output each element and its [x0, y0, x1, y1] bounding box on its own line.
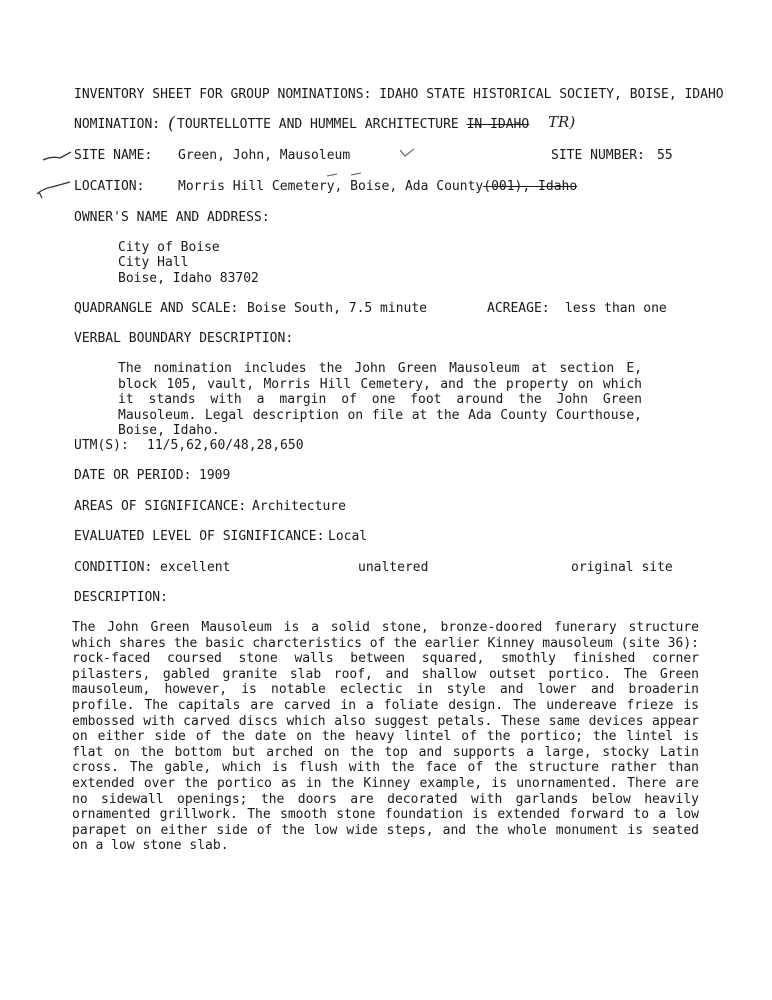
checkmark-icon: [40, 146, 74, 166]
pen-tick-icon: [398, 146, 420, 160]
owner-line-1: City of Boise: [118, 240, 220, 255]
nomination-handwritten: TR): [548, 113, 576, 131]
date-value: 1909: [199, 468, 231, 483]
condition-2: unaltered: [358, 560, 429, 575]
condition-1: excellent: [160, 560, 231, 575]
owner-line-3: Boise, Idaho 83702: [118, 271, 259, 286]
location-label: LOCATION:: [74, 179, 145, 194]
nomination-struck: IN IDAHO: [466, 117, 530, 132]
areas-value: Architecture: [252, 499, 346, 514]
condition-3: original site: [571, 560, 673, 575]
quadrangle-value: Boise South, 7.5 minute: [247, 301, 428, 316]
checkmark-icon: [34, 176, 74, 200]
owner-line-2: City Hall: [118, 255, 189, 270]
pen-mark-icon: [325, 170, 365, 180]
nomination-value: TOURTELLOTTE AND HUMMEL ARCHITECTURE IN IDAHO: [177, 117, 530, 132]
site-number-label: SITE NUMBER:: [551, 148, 645, 163]
location-value: Morris Hill Cemetery, Boise, Ada County(001), Idaho: [178, 179, 578, 194]
boundary-label: VERBAL BOUNDARY DESCRIPTION:: [74, 331, 294, 346]
site-name-label: SITE NAME:: [74, 148, 153, 163]
boundary-text: The nomination includes the John Green Mausoleum at section E, block 105, vault, Morris Hill Cemetery, and the property on which it stands with a margin of one foot around the John Green Mausoleum. Legal description on file at the Ada County Courthouse, Boise, Idaho.: [118, 361, 642, 439]
inventory-header: INVENTORY SHEET FOR GROUP NOMINATIONS: IDAHO STATE HISTORICAL SOCIETY, BOISE, IDAHO: [74, 87, 724, 102]
location-struck: (001), Idaho: [483, 179, 578, 194]
description-label: DESCRIPTION:: [74, 590, 168, 605]
owner-label: OWNER'S NAME AND ADDRESS:: [74, 210, 270, 225]
nomination-label: NOMINATION:: [74, 117, 161, 132]
level-value: Local: [328, 529, 368, 544]
condition-label: CONDITION:: [74, 560, 153, 575]
date-label: DATE OR PERIOD:: [74, 468, 192, 483]
description-text: The John Green Mausoleum is a solid stone, bronze-doored funerary structure which shares the basic charcteristics of the earlier Kinney mausoleum (site 36): rock-faced coursed stone walls between squared, smothly finished corner pilasters, gabled granite slab roof, and shallow outset portico. The Green mausoleum, however, is notable eclectic in style and lower and broaderin profile. The capitals are carved in a foliate design. The undereave frieze is embossed with carved discs which also suggest petals. These same devices appear on either side of the date on the heavy lintel of the portico; the lintel is flat on the bottom but arched on the top and supports a large, stocky Latin cross. The gable, which is flush with the face of the structure rather than extended over the portico as in the Kinney example, is unornamented. There are no sidewall openings; the doors are decorated with garlands below heavily ornamented grillwork. The smooth stone foundation is extended forward to a low parapet on either side of the low wide steps, and the whole monument is seated on a low stone slab.: [72, 620, 699, 854]
areas-label: AREAS OF SIGNIFICANCE:: [74, 499, 247, 514]
utm-value: 11/5,62,60/48,28,650: [147, 438, 304, 453]
handwritten-paren: (: [168, 113, 176, 134]
utm-label: UTM(S):: [74, 438, 129, 453]
site-number-value: 55: [657, 148, 673, 163]
acreage-label: ACREAGE:: [487, 301, 550, 316]
level-label: EVALUATED LEVEL OF SIGNIFICANCE:: [74, 529, 325, 544]
acreage-value: less than one: [565, 301, 667, 316]
site-name-value: Green, John, Mausoleum: [178, 148, 351, 163]
quadrangle-label: QUADRANGLE AND SCALE:: [74, 301, 239, 316]
